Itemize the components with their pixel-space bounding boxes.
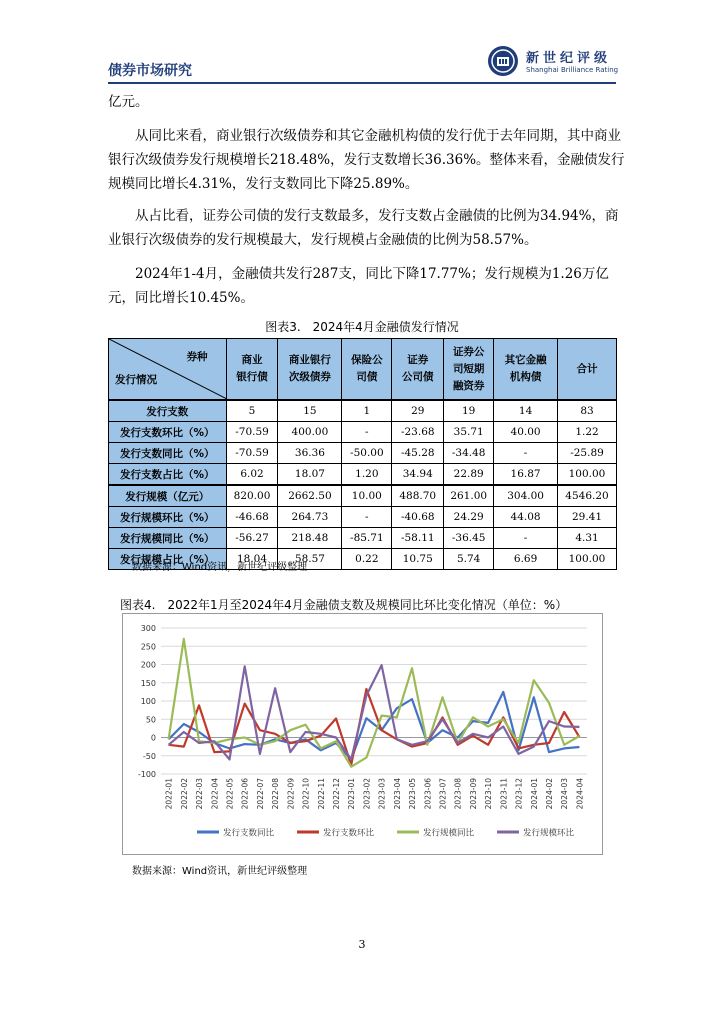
x-tick-label: 2023-10: [484, 778, 494, 810]
row-label: 发行支数占比（%）: [109, 464, 227, 486]
table-cell: 261.00: [444, 485, 494, 507]
table-row: [109, 464, 617, 486]
table-source-note: 数据来源：Wind资讯，新世纪评级整理: [132, 562, 308, 573]
table-cell: 18.07: [278, 464, 342, 486]
page-header-title: 债券市场研究: [108, 63, 192, 79]
table-cell: 4546.20: [558, 485, 617, 507]
table-cell: -34.48: [444, 443, 494, 464]
column-header: 商业 银行债: [226, 339, 278, 401]
legend-label: 发行支数同比: [223, 828, 275, 839]
table-row: [109, 507, 617, 528]
x-tick-label: 2023-02: [362, 778, 372, 810]
table-cell: -: [494, 528, 558, 549]
column-header: 证券 公司债: [392, 339, 444, 401]
x-tick-label: 2023-12: [514, 778, 524, 810]
x-tick-label: 2024-03: [560, 778, 570, 810]
paragraph-2: 从同比来看，商业银行次级债券和其它金融机构债的发行优于去年同期，其中商业银行次级债券发行规模增长218.48%，发行支数增长36.36%。整体来看，金融债发行规模同比增长4.31%，发行支数同比下降25.89%。: [108, 128, 625, 192]
table-cell: 14: [494, 400, 558, 422]
table-cell: 18.04: [226, 549, 278, 570]
x-tick-label: 2023-01: [347, 778, 357, 810]
x-tick-label: 2023-11: [499, 778, 509, 810]
table-cell: 44.08: [494, 507, 558, 528]
table-cell: 100.00: [558, 549, 617, 570]
table-cell: 58.57: [278, 549, 342, 570]
x-tick-label: 2022-07: [255, 778, 265, 810]
table-cell: 5.74: [444, 549, 494, 570]
table-cell: 29: [392, 400, 444, 422]
table-cell: -: [342, 507, 392, 528]
y-tick-label: -100: [137, 770, 156, 779]
table-row: [109, 400, 617, 422]
table-cell: -56.27: [226, 528, 278, 549]
x-tick-label: 2022-01: [164, 778, 174, 810]
y-tick-label: 300: [140, 624, 156, 633]
y-tick-label: -50: [142, 751, 156, 761]
table-corner-cell: [109, 339, 227, 401]
table-row: [109, 528, 617, 549]
table-cell: -40.68: [392, 507, 444, 528]
x-tick-label: 2022-08: [271, 778, 281, 810]
table-header-row: [109, 339, 617, 401]
table-cell: 10.75: [392, 549, 444, 570]
x-tick-label: 2022-11: [316, 778, 326, 810]
column-header: 其它金融 机构债: [494, 339, 558, 401]
corner-diagonal: [109, 339, 227, 399]
x-tick-label: 2022-09: [286, 778, 296, 810]
x-tick-label: 2022-05: [225, 778, 235, 810]
table-cell: 4.31: [558, 528, 617, 549]
x-tick-label: 2022-12: [331, 778, 341, 810]
table-cell: -: [342, 422, 392, 443]
legend-label: 发行规模同比: [423, 828, 475, 839]
table-cell: 218.48: [278, 528, 342, 549]
table-cell: 36.36: [278, 443, 342, 464]
x-tick-label: 2023-05: [408, 778, 418, 810]
table-cell: 16.87: [494, 464, 558, 486]
x-tick-label: 2024-01: [529, 778, 539, 810]
table-cell: 1.20: [342, 464, 392, 486]
table-row: [109, 422, 617, 443]
x-tick-label: 2023-04: [392, 778, 402, 810]
table-cell: -70.59: [226, 443, 278, 464]
x-tick-label: 2023-08: [453, 778, 463, 810]
row-label: 发行支数环比（%）: [109, 422, 227, 443]
table-cell: 24.29: [444, 507, 494, 528]
row-label: 发行规模占比（%）: [109, 549, 227, 570]
table-cell: -58.11: [392, 528, 444, 549]
logo-chinese-name: 新世纪评级: [526, 51, 612, 66]
row-label: 发行规模环比（%）: [109, 507, 227, 528]
y-tick-label: 200: [140, 660, 156, 670]
row-label: 发行支数: [109, 400, 227, 422]
table-cell: 2662.50: [278, 485, 342, 507]
x-tick-label: 2022-02: [179, 778, 189, 810]
table-row: [109, 443, 617, 464]
page-number: 3: [358, 938, 366, 951]
table-cell: 6.02: [226, 464, 278, 486]
table-cell: -46.68: [226, 507, 278, 528]
line-chart: [123, 614, 602, 854]
table-cell: 820.00: [226, 485, 278, 507]
table-cell: 10.00: [342, 485, 392, 507]
x-tick-label: 2024-04: [575, 778, 585, 810]
table-cell: 19: [444, 400, 494, 422]
x-tick-label: 2022-03: [195, 778, 205, 810]
table-cell: 5: [226, 400, 278, 422]
table-cell: 15: [278, 400, 342, 422]
x-tick-label: 2023-06: [423, 778, 433, 810]
table-cell: 22.89: [444, 464, 494, 486]
y-tick-label: 250: [140, 642, 156, 652]
figure-source-note: 数据来源：Wind资讯，新世纪评级整理: [132, 866, 308, 877]
table-cell: 100.00: [558, 464, 617, 486]
table-cell: 1: [342, 400, 392, 422]
table-cell: 400.00: [278, 422, 342, 443]
chart-box: [122, 613, 603, 855]
row-label: 发行规模同比（%）: [109, 528, 227, 549]
column-header: 合计: [558, 339, 617, 401]
x-tick-label: 2023-07: [438, 778, 448, 810]
column-header: 证券公 司短期 融资券: [444, 339, 494, 401]
figure-title: 图表4. 2022年1月至2024年4月金融债支数及规模同比环比变化情况（单位：%）: [120, 598, 568, 612]
logo-english-name: Shanghai Brilliance Rating: [526, 66, 619, 74]
y-tick-label: 0: [150, 733, 156, 743]
corner-label-issuance: 发行情况: [115, 374, 157, 386]
paragraph-4: 2024年1-4月，金融债共发行287支，同比下降17.77%；发行规模为1.26万亿元，同比增长10.45%。: [108, 266, 609, 306]
column-header: 保险公 司债: [342, 339, 392, 401]
table-cell: 0.22: [342, 549, 392, 570]
table-cell: -: [494, 443, 558, 464]
legend-label: 发行支数环比: [323, 828, 375, 839]
table-cell: 83: [558, 400, 617, 422]
table-cell: 35.71: [444, 422, 494, 443]
corner-label-type: 券种: [186, 351, 208, 363]
table-row: [109, 485, 617, 507]
table-cell: -23.68: [392, 422, 444, 443]
table-caption: 图表3. 2024年4月金融债发行情况: [265, 320, 459, 334]
table-cell: 1.22: [558, 422, 617, 443]
table-cell: -50.00: [342, 443, 392, 464]
table-cell: 40.00: [494, 422, 558, 443]
table-cell: 304.00: [494, 485, 558, 507]
x-tick-label: 2022-04: [210, 778, 220, 810]
logo-emblem-icon: [486, 44, 520, 78]
table-cell: -45.28: [392, 443, 444, 464]
y-tick-label: 100: [140, 697, 156, 706]
table-cell: 34.94: [392, 464, 444, 486]
logo: [486, 44, 618, 80]
table-cell: -85.71: [342, 528, 392, 549]
header-rule: [108, 82, 616, 84]
x-tick-label: 2023-09: [468, 778, 478, 810]
financial-bond-table: [108, 338, 617, 570]
row-label: 发行支数同比（%）: [109, 443, 227, 464]
x-tick-label: 2023-03: [377, 778, 387, 810]
y-tick-label: 50: [145, 715, 156, 725]
table-cell: 29.41: [558, 507, 617, 528]
paragraph-1: 亿元。: [108, 94, 149, 110]
row-label: 发行规模（亿元）: [109, 485, 227, 507]
column-header: 商业银行 次级债券: [278, 339, 342, 401]
table-cell: -36.45: [444, 528, 494, 549]
table-cell: 6.69: [494, 549, 558, 570]
x-tick-label: 2024-02: [544, 778, 554, 810]
table-cell: -25.89: [558, 443, 617, 464]
table-cell: 488.70: [392, 485, 444, 507]
table-cell: -70.59: [226, 422, 278, 443]
legend-label: 发行规模环比: [523, 828, 575, 839]
paragraph-3: 从占比看，证券公司债的发行支数最多，发行支数占金融债的比例为34.94%，商业银行次级债券的发行规模最大，发行规模占金融债的比例为58.57%。: [108, 208, 619, 248]
x-tick-label: 2022-06: [240, 778, 250, 810]
table-cell: 264.73: [278, 507, 342, 528]
x-tick-label: 2022-10: [301, 778, 311, 810]
y-tick-label: 150: [140, 678, 156, 688]
